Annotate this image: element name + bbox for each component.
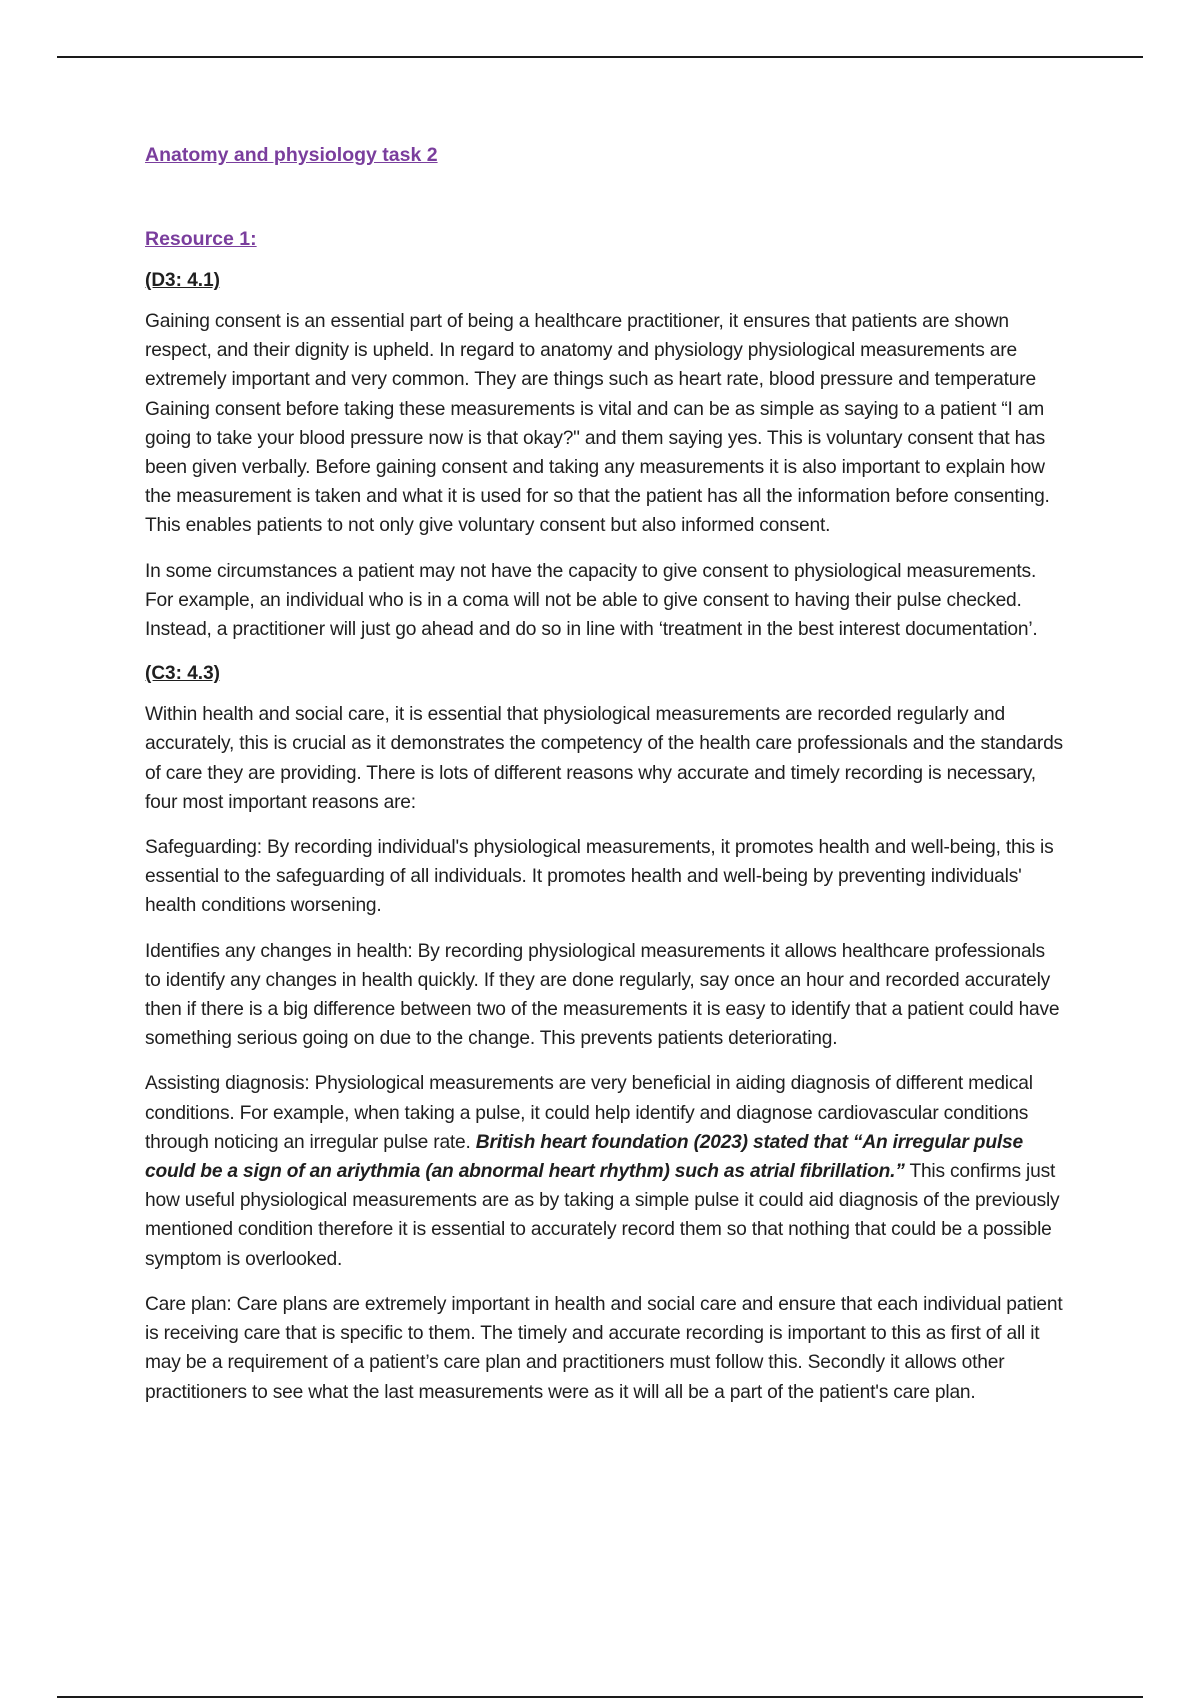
paragraph-consent: Gaining consent is an essential part of being a healthcare practitioner, it ensures that patients are shown respect, and their dignity is upheld. In regard to anatomy and physiology physiological measurements are extremely important and very common. They are things such as heart rate, blood pressure and temperature Gaining consent before taking these measurements is vital and can be as simple as saying to a patient “I am going to take your blood pressure now is that okay?" and them saying yes. This is voluntary consent that has been given verbally. Before gaining consent and taking any measurements it is also important to explain how the measurement is taken and what it is used for so that the patient has all the information before consenting. This enables patients to not only give voluntary consent but also informed consent. bbox=[145, 311, 1050, 537]
paragraph-assisting-diagnosis bbox=[145, 1069, 1065, 1273]
paragraph-safeguarding: Safeguarding: By recording individual's physiological measurements, it promotes health and well-being, this is essential to the safeguarding of all individuals. It promotes health and well-being by preventing individuals' health conditions worsening. bbox=[145, 837, 1054, 917]
document-title: Anatomy and physiology task 2 bbox=[145, 144, 438, 166]
footer-rule bbox=[57, 1696, 1143, 1698]
header-rule bbox=[57, 56, 1143, 58]
resource-heading: Resource 1: bbox=[145, 228, 257, 250]
diagnosis-text-after: This confirms just how useful physiological measurements are as by taking a simple pulse it could aid diagnosis of the previously mentioned condition therefore it is essential to accurately record them so that nothing that could be a possible symptom is overlooked. bbox=[145, 1161, 1060, 1270]
paragraph-recording-intro: Within health and social care, it is essential that physiological measurements are recorded regularly and accurately, this is crucial as it demonstrates the competency of the health care professionals and the standards of care they are providing. There is lots of different reasons why accurate and timely recording is necessary, four most important reasons are: bbox=[145, 704, 1063, 813]
diagnosis-quote: British heart foundation (2023) stated that “An irregular pulse could be a sign of an ariythmia (an abnormal heart rhythm) such as atrial fibrillation.” bbox=[145, 1131, 1023, 1183]
paragraph-capacity: In some circumstances a patient may not have the capacity to give consent to physiological measurements. For example, an individual who is in a coma will not be able to give consent to having their pulse checked. Instead, a practitioner will just go ahead and do so in line with ‘treatment in the best interest documentation’. bbox=[145, 560, 1038, 641]
section-code-d3: (D3: 4.1) bbox=[145, 270, 220, 291]
paragraph-care-plan: Care plan: Care plans are extremely important in health and social care and ensure that each individual patient is receiving care that is specific to them. The timely and accurate recording is important to this as first of all it may be a requirement of a patient’s care plan and practitioners must follow this. Secondly it allows other practitioners to see what the last measurements were as it will all be a part of the patient's care plan. bbox=[145, 1293, 1063, 1403]
section-code-c3: (C3: 4.3) bbox=[145, 663, 220, 685]
document-body bbox=[145, 143, 1065, 1407]
diagnosis-text-before: Assisting diagnosis: Physiological measurements are very beneficial in aiding diagnosis of different medical conditions. For example, when taking a pulse, it could help identify and diagnose cardiovascular conditions through noticing an irregular pulse rate. bbox=[145, 1073, 1033, 1153]
paragraph-identifies-changes: Identifies any changes in health: By recording physiological measurements it allows healthcare professionals to identify any changes in health quickly. If they are done regularly, say once an hour and recorded accurately then if there is a big difference between two of the measurements it is easy to identify that a patient could have something serious going on due to the change. This prevents patients deteriorating. bbox=[145, 940, 1060, 1050]
